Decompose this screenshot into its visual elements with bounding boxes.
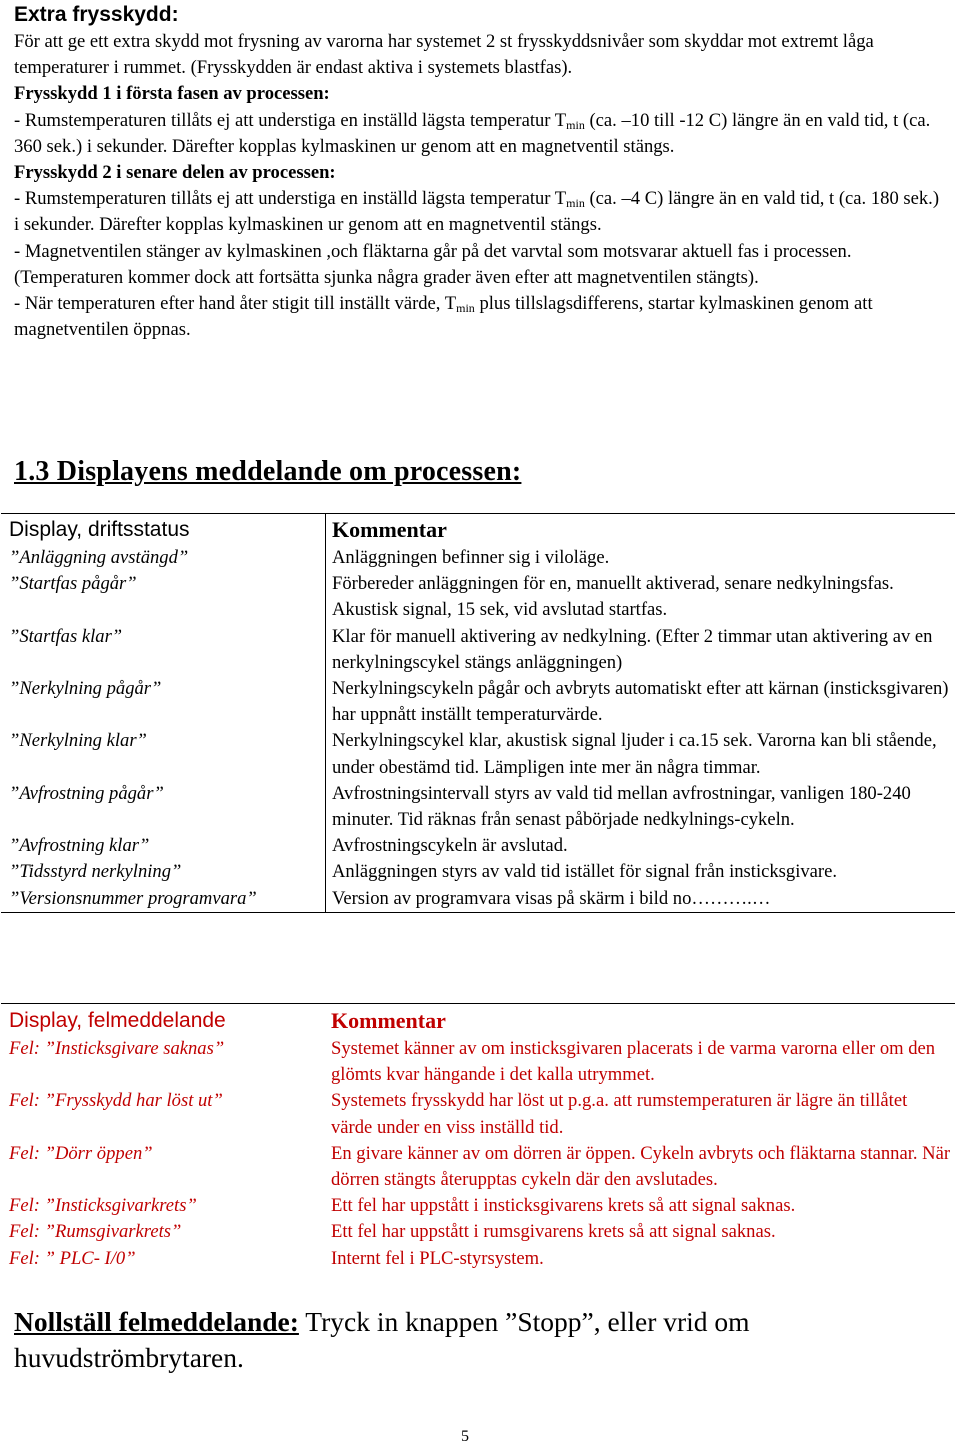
frysskydd-1-heading: Frysskydd 1 i första fasen av processen: — [14, 83, 330, 105]
status-row-status: ”Avfrostning klar” — [1, 833, 326, 859]
error-row-comment: En givare känner av om dörren är öppen. Cykeln avbryts och fläktarna stannar. När dörren stängts återupptas cykeln där den avslutades. — [331, 1142, 951, 1191]
error-row — [1, 1193, 955, 1219]
status-table — [1, 513, 955, 913]
section-title: 1.3 Displayens meddelande om processen: — [14, 456, 522, 487]
error-row — [1, 1246, 955, 1272]
frysskydd-2-heading: Frysskydd 2 i senare delen av processen: — [14, 162, 336, 184]
status-row-status: ”Versionsnummer programvara” — [1, 886, 326, 913]
status-row-status: ”Anläggning avstängd” — [1, 545, 326, 571]
frysskydd-2-text: - Rumstemperaturen tillåts ej att understiga en inställd lägsta temperatur $T_{min}$ (ca. –4 C) längre än en vald tid, t (ca. 180 sek.) i sekunder. Därefter kopplas kylmaskinen ur genom att en magnetventil stängs. — [14, 188, 940, 236]
status-row — [1, 624, 955, 676]
status-row-comment: Avfrostningsintervall styrs av vald tid mellan avfrostningar, vanligen 180-240 minuter. Tid räknas från senast påbörjade nedkylnings-cykeln. — [332, 782, 911, 831]
error-row-comment: Systemets frysskydd har löst ut p.g.a. att rumstemperaturen är lägre än tillåtet värde under en viss inställd tid. — [331, 1090, 908, 1138]
status-col-header: Display, driftsstatus — [1, 514, 326, 546]
status-row — [1, 545, 955, 571]
status-row — [1, 886, 955, 913]
status-row-comment: Nerkylningscykel klar, akustisk signal ljuder i ca.15 sek. Varorna kan bli stående, under obestämd tid. Lämpligen inte mer än några timmar. — [332, 730, 937, 778]
status-table-header — [1, 514, 955, 546]
status-row — [1, 728, 955, 780]
error-row-comment: Ett fel har uppstått i rumsgivarens krets så att signal saknas. — [331, 1221, 776, 1243]
status-row — [1, 571, 955, 623]
magnetventil-text: - Magnetventilen stänger av kylmaskinen ,och fläktarna går på det varvtal som motsvarar aktuell fas i processen. (Temperaturen kommer dock att fortsätta sjunka några grader även efter att magnetventilen stängts). — [14, 240, 852, 288]
error-table-header — [1, 1004, 955, 1037]
status-row — [1, 781, 955, 833]
error-table — [1, 1003, 955, 1272]
error-row — [1, 1141, 955, 1193]
comment-col-header: Kommentar — [332, 517, 447, 542]
status-row-status: ”Nerkylning pågår” — [1, 676, 326, 728]
reset-note — [14, 1304, 914, 1376]
status-row — [1, 859, 955, 885]
error-row-status: Fel: ”Dörr öppen” — [9, 1142, 153, 1164]
restart-text: - När temperaturen efter hand åter stigit till inställt värde, $T_{min}$ plus tillslagsdifferens, startar kylmaskinen genom att magnetventilen öppnas. — [14, 293, 873, 341]
error-row — [1, 1036, 955, 1088]
frysskydd-1-text: - Rumstemperaturen tillåts ej att understiga en inställd lägsta temperatur $T_{min}$ (ca. –10 till -12 C) längre än en vald tid, t (ca. 360 sek.) i sekunder. Därefter kopplas kylmaskinen ur genom att en magnetventil stängs. — [14, 109, 931, 157]
status-row — [1, 676, 955, 728]
status-row — [1, 833, 955, 859]
error-row-status: Fel: ”Insticksgivarkrets” — [9, 1195, 197, 1217]
status-row-comment: Version av programvara visas på skärm i bild no……….… — [332, 887, 771, 909]
page-number: 5 — [461, 1428, 469, 1445]
status-row-comment: Anläggningen befinner sig i viloläge. — [332, 547, 610, 568]
status-row-comment: Anläggningen styrs av vald tid istället för signal från insticksgivare. — [332, 861, 838, 883]
error-row — [1, 1088, 955, 1140]
error-col-header: Display, felmeddelande — [9, 1009, 226, 1032]
status-row-status: ”Tidsstyrd nerkylning” — [1, 859, 326, 885]
error-row-status: Fel: ” PLC- I/0” — [9, 1247, 136, 1269]
intro-section — [14, 0, 944, 343]
error-row-status: Fel: ”Frysskydd har löst ut” — [9, 1090, 223, 1112]
intro-paragraph: För att ge ett extra skydd mot frysning av varorna har systemet 2 st frysskyddsnivåer som skyddar mot extremt låga temperaturer i rummet. (Frysskydden är endast aktiva i systemets blastfas). — [14, 31, 874, 79]
error-row-comment: Ett fel har uppstått i insticksgivarens krets så att signal saknas. — [331, 1195, 796, 1217]
status-row-comment: Förbereder anläggningen för en, manuellt aktiverad, senare nedkylningsfas. Akustisk signal, 15 sek, vid avslutad startfas. — [332, 573, 894, 621]
intro-title: Extra frysskydd: — [14, 3, 179, 26]
error-row-comment: Systemet känner av om insticksgivaren placerats i de varma varorna eller om den glömts kvar hängande i det kalla utrymmet. — [331, 1038, 936, 1086]
status-row-status: ”Startfas pågår” — [1, 571, 326, 623]
error-row-comment: Internt fel i PLC-styrsystem. — [331, 1247, 544, 1269]
error-row — [1, 1219, 955, 1245]
status-row-comment: Nerkylningscykeln pågår och avbryts automatiskt efter att kärnan (insticksgivaren) har uppnått inställt temperaturvärde. — [332, 678, 949, 726]
error-row-status: Fel: ”Insticksgivare saknas” — [9, 1038, 225, 1059]
reset-note-label: Nollställ felmeddelande: — [14, 1306, 299, 1337]
status-row-comment: Avfrostningscykeln är avslutad. — [332, 835, 568, 857]
status-row-status: ”Avfrostning pågår” — [1, 781, 326, 833]
status-row-status: ”Startfas klar” — [1, 624, 326, 676]
reset-note-text: Tryck in knappen ”Stopp”, eller vrid om huvudströmbrytaren. — [14, 1306, 750, 1373]
error-comment-col-header: Kommentar — [331, 1008, 446, 1033]
status-row-status: ”Nerkylning klar” — [1, 728, 326, 780]
error-row-status: Fel: ”Rumsgivarkrets” — [9, 1221, 182, 1243]
status-row-comment: Klar för manuell aktivering av nedkylning. (Efter 2 timmar utan aktivering av en nerkylningscykel stängs anläggningen) — [332, 625, 933, 673]
